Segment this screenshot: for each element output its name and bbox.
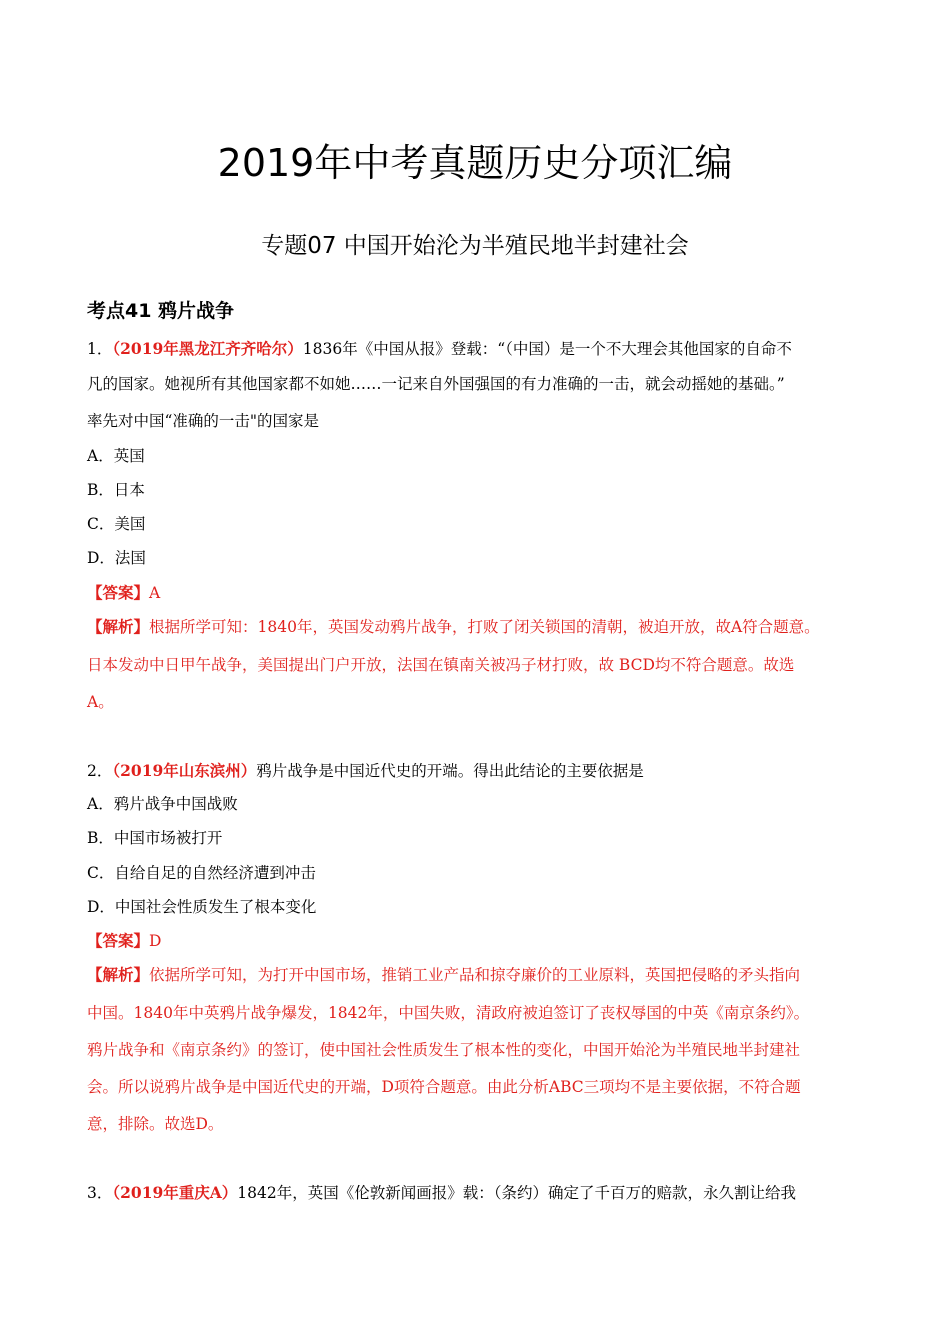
question-source: （2019年重庆A） — [112, 1183, 238, 1202]
question-1-option-b: B．日本 — [87, 481, 145, 499]
document-title: 2019年中考真题历史分项汇编 — [217, 141, 733, 185]
question-2-option-b: B．中国市场被打开 — [87, 829, 223, 847]
question-2-analysis-line: 中国。1840年中英鸦片战争爆发，1842年，中国失败，清政府被迫签订了丧权辱国的中英《南京条约》。 — [87, 1004, 810, 1022]
question-1-option-d: D．法国 — [87, 549, 146, 567]
question-number: 2． — [87, 762, 113, 780]
question-2-stem-line: 2．（2019年山东滨州）鸦片战争是中国近代史的开端。得出此结论的主要依据是 — [87, 761, 644, 780]
question-1-analysis-line: A。 — [87, 693, 114, 711]
question-1-stem-line: 率先对中国“准确的一击"的国家是 — [87, 412, 320, 430]
question-2-analysis-line: 意，排除。故选D。 — [87, 1115, 224, 1133]
question-2-option-d: D．中国社会性质发生了根本变化 — [87, 898, 317, 916]
question-2-answer: 【答案】D — [87, 931, 162, 950]
question-source: （2019年山东滨州） — [112, 761, 257, 780]
question-2-analysis-line: 【解析】依据所学可知，为打开中国市场，推销工业产品和掠夺廉价的工业原料，英国把侵略的矛头指向 — [87, 965, 801, 984]
question-1-stem-line: 1．（2019年黑龙江齐齐哈尔）1836年《中国从报》登载：“（中国）是一个不大理会其他国家的自命不 — [87, 339, 792, 358]
question-2-analysis-line: 会。所以说鸦片战争是中国近代史的开端，D项符合题意。由此分析ABC三项均不是主要依据，不符合题 — [87, 1078, 801, 1096]
question-1-stem-line: 凡的国家。她视所有其他国家都不如她……一记来自外国强国的有力准确的一击，就会动摇她的基础。” — [87, 375, 785, 393]
question-1-answer: 【答案】A — [87, 583, 161, 602]
section-heading: 考点41 鸦片战争 — [87, 300, 235, 322]
question-1-option-c: C．美国 — [87, 515, 146, 533]
question-3-stem-line: 3．（2019年重庆A）1842年，英国《伦敦新闻画报》载：（条约）确定了千百万的赔款，永久割让给我 — [87, 1183, 796, 1202]
question-1-option-a: A．英国 — [87, 447, 145, 465]
question-number: 3． — [87, 1184, 113, 1202]
topic-subtitle: 专题07 中国开始沦为半殖民地半封建社会 — [261, 233, 689, 259]
question-number: 1． — [87, 340, 113, 358]
question-source: （2019年黑龙江齐齐哈尔） — [112, 339, 303, 358]
question-2-option-c: C．自给自足的自然经济遭到冲击 — [87, 864, 316, 882]
question-2-option-a: A．鸦片战争中国战败 — [87, 795, 238, 813]
question-1-analysis-line: 【解析】根据所学可知：1840年，英国发动鸦片战争，打败了闭关锁国的清朝，被迫开放，故A符合题意。 — [87, 617, 820, 636]
question-2-analysis-line: 鸦片战争和《南京条约》的签订，使中国社会性质发生了根本性的变化，中国开始沦为半殖民地半封建社 — [87, 1041, 801, 1059]
question-1-analysis-line: 日本发动中日甲午战争，美国提出门户开放，法国在镇南关被冯子材打败，故 BCD均不符合题意。故选 — [87, 656, 795, 674]
